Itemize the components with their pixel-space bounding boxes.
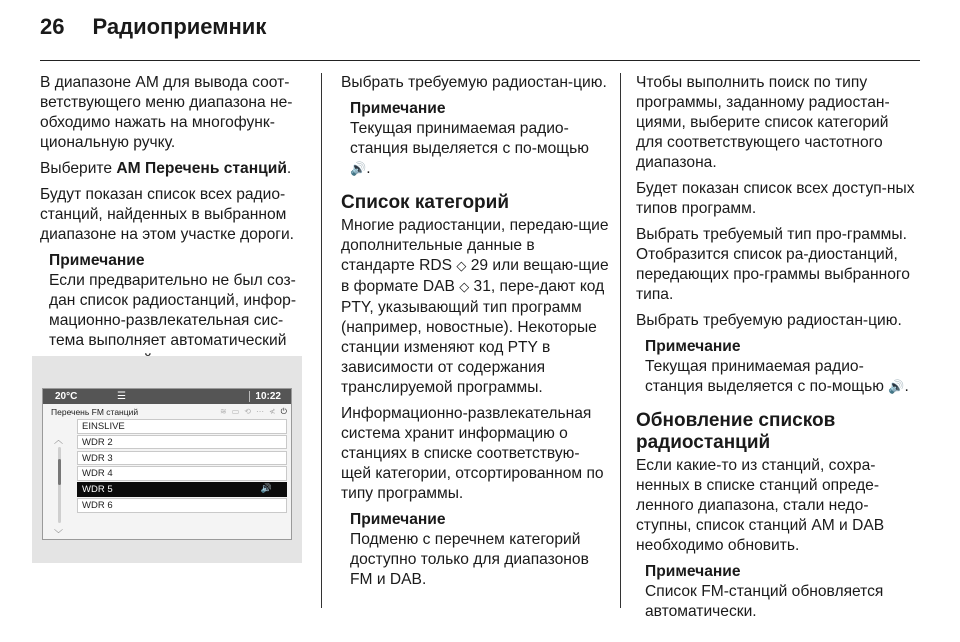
speaker-icon: 🔊 xyxy=(350,162,367,177)
station-label: WDR 4 xyxy=(82,468,113,480)
station-label: WDR 5 xyxy=(82,484,113,496)
chevron-up-icon[interactable]: ︿ xyxy=(54,436,64,446)
paragraph: Будет показан список всех доступ-ных типов программ. xyxy=(636,180,915,217)
text: . xyxy=(286,160,292,177)
text: . xyxy=(904,378,909,395)
note-text: Текущая принимаемая радио-станция выделяется с по-мощью xyxy=(350,120,589,157)
chevron-down-icon[interactable]: ﹀ xyxy=(54,530,64,540)
temperature: 20°C xyxy=(55,391,78,402)
column-divider xyxy=(321,73,322,608)
note-title: Примечание xyxy=(350,511,446,528)
paragraph: Если какие-то из станций, сохра-ненных в списке станций опреде-ленного диапазона, стали недо-ступны, список станций AM и DAB необходимо обновить. xyxy=(636,457,885,554)
note-title: Примечание xyxy=(49,252,145,269)
paragraph xyxy=(341,216,609,398)
note xyxy=(636,562,918,622)
column-1 xyxy=(40,73,308,379)
column-divider xyxy=(620,73,621,608)
note xyxy=(636,337,918,398)
scrollbar-thumb[interactable] xyxy=(58,459,61,485)
arrow-icon: ≮ xyxy=(268,407,276,416)
divider xyxy=(249,391,250,402)
paragraph: Выбрать требуемый тип про-граммы. Отобразится список ра-диостанций, передающих про-граммы выбранного типа. xyxy=(636,226,910,303)
page-ref-icon: ◇ xyxy=(459,280,470,295)
station-item[interactable] xyxy=(77,498,287,513)
column-2 xyxy=(341,73,609,598)
paragraph xyxy=(40,159,308,179)
signal-icon: ≋ xyxy=(220,407,227,416)
clock: 10:22 xyxy=(255,391,281,402)
section-heading: Список категорий xyxy=(341,192,510,213)
page-ref-icon: ◇ xyxy=(456,259,467,274)
text: . xyxy=(366,160,371,177)
speaker-icon: 🔊 xyxy=(888,380,905,395)
sync-icon: ⟲ xyxy=(244,407,251,416)
paragraph: В диапазоне AM для вывода соот-ветствующего меню диапазона не-обходимо нажать на многофунк-циональную ручку. xyxy=(40,74,293,151)
station-item[interactable] xyxy=(77,466,287,481)
paragraph: Выбрать требуемую радиостан-цию. xyxy=(636,312,902,329)
paragraph: Информационно-развлекательная система хранит информацию о станциях в списке соответствую-щей категории, отсортированном по типу программы. xyxy=(341,405,604,502)
note xyxy=(341,99,609,180)
note xyxy=(341,510,609,590)
station-label: WDR 2 xyxy=(82,436,113,448)
text: Выберите xyxy=(40,160,117,177)
text: 31, пере-дают код PTY, указывающий тип программ (например, новостные). Некоторые станции изменяют код PTY в зависимости от содержания транслируемой программы. xyxy=(341,278,605,396)
speaker-icon: 🔊 xyxy=(260,484,272,495)
radio-screen-photo xyxy=(32,356,302,563)
note-title: Примечание xyxy=(350,100,446,117)
note xyxy=(40,251,308,371)
station-list xyxy=(77,419,287,514)
menu-icon[interactable]: ☰ xyxy=(117,391,126,402)
station-label: WDR 6 xyxy=(82,499,113,511)
note-text: Если предварительно не был соз-дан список радиостанций, инфор-мационно-развлекательная сис-тема выполняет автоматический xyxy=(49,272,297,349)
status-bar xyxy=(43,389,291,404)
note-text: Подменю с перечнем категорий доступно только для диапазонов FM и DAB. xyxy=(350,531,589,588)
section-heading: Обновление списков радиостанций xyxy=(636,410,836,453)
column-3 xyxy=(636,73,918,630)
note-text: Текущая принимаемая радио-станция выделяется с по-мощью xyxy=(645,358,889,395)
note-title: Примечание xyxy=(645,563,741,580)
station-item[interactable] xyxy=(77,435,287,450)
paragraph: Выбрать требуемую радиостан-цию. xyxy=(341,74,607,91)
note-text: Список FM-станций обновляется автоматически. xyxy=(645,583,884,620)
station-item-active[interactable] xyxy=(77,482,287,497)
paragraph: Чтобы выполнить поиск по типу программы, заданному радиостан-циями, выберите список категорий для соответствующего частотного диапазона. xyxy=(636,74,890,171)
page-number: 26 xyxy=(40,14,65,39)
card-icon: ▭ xyxy=(231,407,240,416)
page-header xyxy=(40,14,266,54)
station-label: EINSLIVE xyxy=(82,421,125,432)
list-title: Перечень FM станций xyxy=(51,407,139,417)
station-item[interactable] xyxy=(77,451,287,466)
station-label: WDR 3 xyxy=(82,452,113,464)
text: Многие радиостанции, передаю-щие дополнительные данные в стандарте RDS xyxy=(341,217,609,274)
power-icon: ⏻ xyxy=(280,407,287,416)
list-header xyxy=(51,407,287,417)
station-item[interactable] xyxy=(77,419,287,434)
text: 29 или вещаю-щие в формате DAB xyxy=(341,257,609,295)
header-rule xyxy=(40,60,920,61)
menu-path-bold: AM Перечень станций xyxy=(116,160,287,177)
note-title: Примечание xyxy=(645,338,741,355)
page-title: Радиоприемник xyxy=(92,14,267,39)
header-icons xyxy=(220,407,287,417)
dots-icon: ⋯ xyxy=(255,407,264,416)
paragraph: Будут показан список всех радио-станций, найденных в выбранном диапазоне на этом участке дороги. xyxy=(40,186,294,243)
display-screen xyxy=(42,388,292,540)
